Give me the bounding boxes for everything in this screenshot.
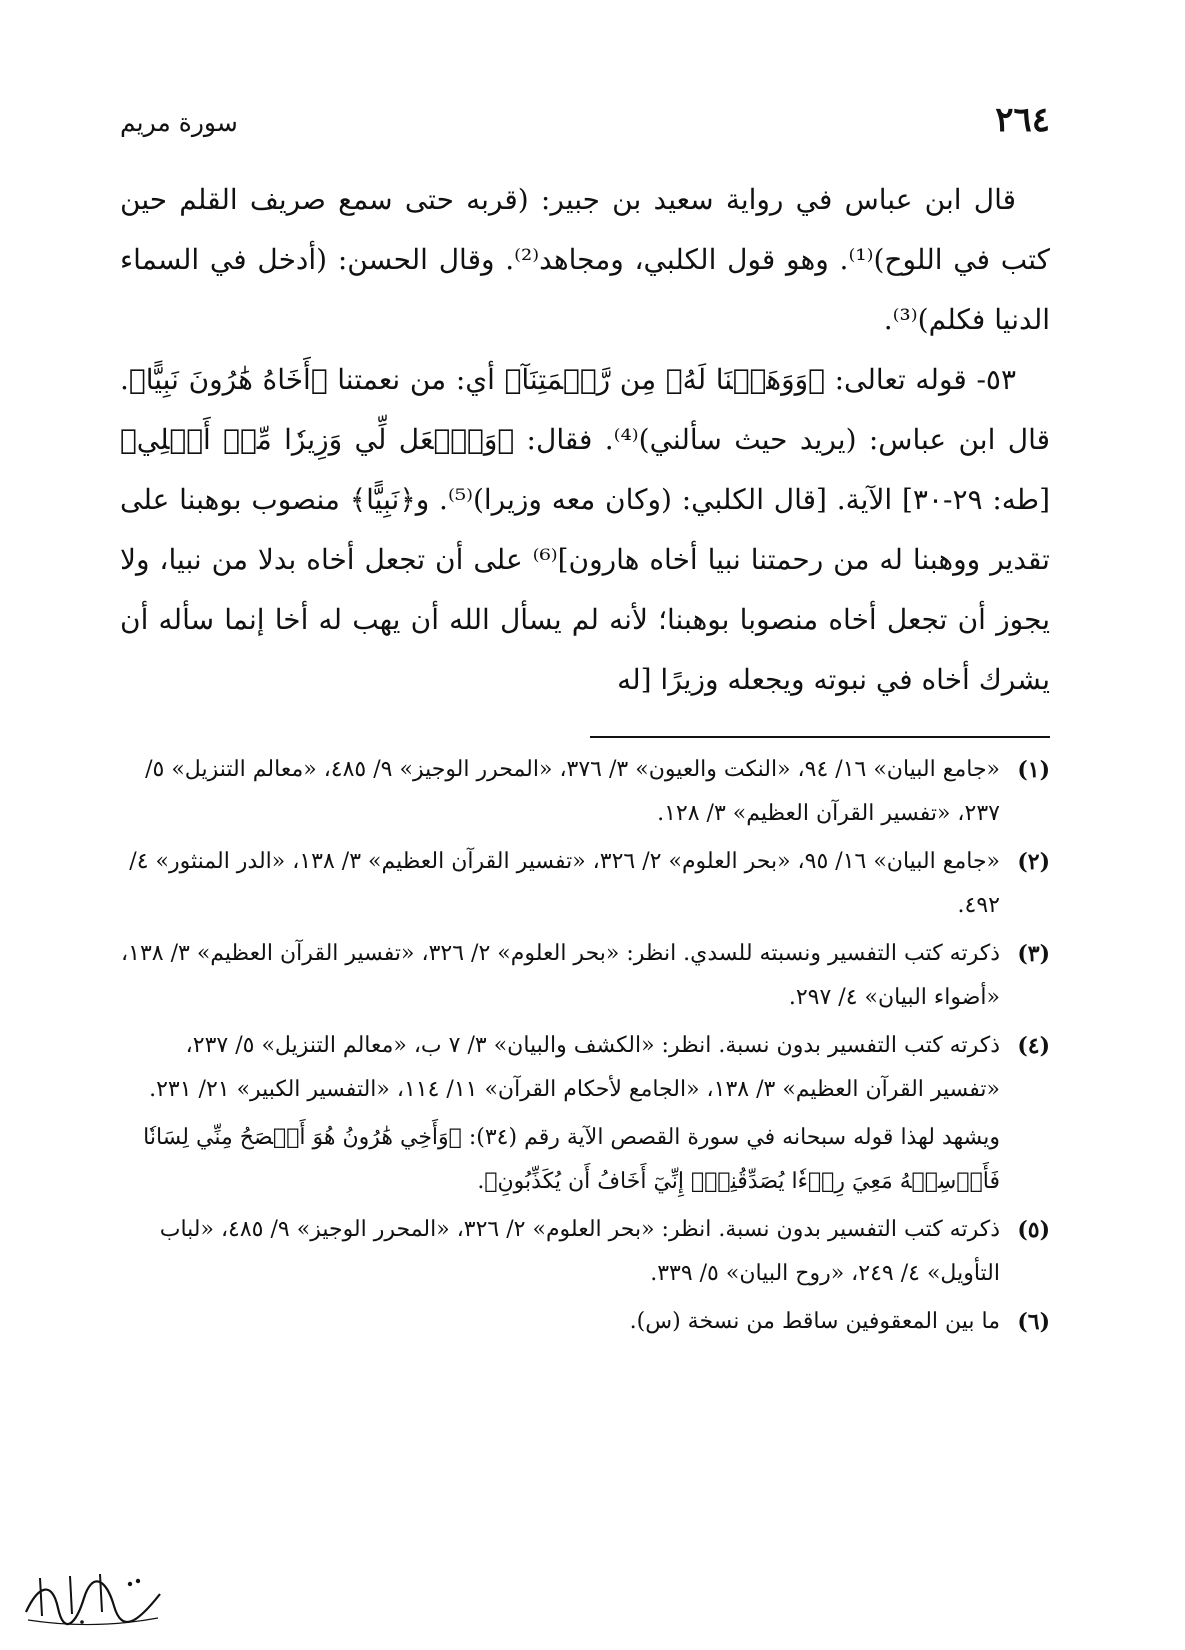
body-paragraph: ٥٣- قوله تعالى: ﴿وَوَهَبۡنَا لَهُۥ مِن رَّحۡمَتِنَآ﴾ أي: من نعمتنا ﴿أَخَاهُ هَٰرُونَ نَبِيًّا﴾. قال ابن عباس: (يريد حيث سألني)⁽⁴⁾. فقال: ﴿وَٱجۡعَل لِّي وَزِيرٗا مِّنۡ أَهۡلِي﴾ [طه: ٢٩-٣٠] الآية. [قال الكلبي: (وكان معه وزيرا)⁽⁵⁾. و﴿نَبِيًّا﴾ منصوب بوهبنا على تقدير ووهبنا له من رحمتنا نبيا أخاه هارون]⁽⁶⁾ على أن تجعل أخاه بدلا من نبيا، ولا يجوز أن تجعل أخاه منصوبا بوهبنا؛ لأنه لم يسأل الله أن يهب له أخا إنما سأله أن يشرك أخاه في نبوته ويجعله وزيرًا [له xyxy=(120,363,1050,696)
footnote-text: «جامع البيان» ١٦/ ٩٤، «النكت والعيون» ٣/ ٣٧٦، «المحرر الوجيز» ٩/ ٤٨٥، «معالم التنزيل» ٥/ ٢٣٧، «تفسير القرآن العظيم» ٣/ ١٢٨. xyxy=(145,757,1000,826)
body-paragraph: قال ابن عباس في رواية سعيد بن جبير: (قربه حتى سمع صريف القلم حين كتب في اللوح)⁽¹⁾. وهو قول الكلبي، ومجاهد⁽²⁾. وقال الحسن: (أدخل في السماء الدنيا فكلم)⁽³⁾. xyxy=(120,183,1051,336)
footnote-continuation: ويشهد لهذا قوله سبحانه في سورة القصص الآية رقم (٣٤): ﴿وَأَخِي هَٰرُونُ هُوَ أَفۡصَحُ مِنِّي لِسَانٗا فَأَرۡسِلۡهُ مَعِيَ رِدۡءٗا يُصَدِّقُنِيٓۖ إِنِّيٓ أَخَافُ أَن يُكَذِّبُونِ﴾. xyxy=(143,1125,1000,1194)
page-number: ٢٦٤ xyxy=(995,100,1050,140)
footnote-number: (٣) xyxy=(1017,941,1050,967)
footnote xyxy=(120,748,1050,836)
page-header xyxy=(120,100,1050,160)
footnotes xyxy=(120,748,1050,1344)
main-text xyxy=(120,170,1050,710)
footnote xyxy=(120,1300,1050,1344)
footnote-text: ذكرته كتب التفسير بدون نسبة. انظر: «بحر العلوم» ٢/ ٣٢٦، «المحرر الوجيز» ٩/ ٤٨٥، «لباب التأويل» ٤/ ٢٤٩، «روح البيان» ٥/ ٣٣٩. xyxy=(159,1217,1000,1286)
footnote-text: ذكرته كتب التفسير ونسبته للسدي. انظر: «بحر العلوم» ٢/ ٣٢٦، «تفسير القرآن العظيم» ٣/ ١٣٨، «أضواء البيان» ٤/ ٢٩٧. xyxy=(121,941,1000,1010)
calligraphy-logo xyxy=(18,1568,168,1630)
surah-name: سورة مريم xyxy=(120,108,238,137)
page xyxy=(120,100,1050,1348)
footnote xyxy=(120,1208,1050,1296)
footnote-text: ذكرته كتب التفسير بدون نسبة. انظر: «الكشف والبيان» ٣/ ٧ ب، «معالم التنزيل» ٥/ ٢٣٧، «تفسير القرآن العظيم» ٣/ ١٣٨، «الجامع لأحكام القرآن» ١١/ ١١٤، «التفسير الكبير» ٢١/ ٢٣١. xyxy=(149,1033,1000,1102)
footnote-number: (١) xyxy=(1017,757,1050,783)
footnote-number: (٥) xyxy=(1017,1217,1050,1243)
footnote-text: «جامع البيان» ١٦/ ٩٥، «بحر العلوم» ٢/ ٣٢٦، «تفسير القرآن العظيم» ٣/ ١٣٨، «الدر المنثور» ٤/ ٤٩٢. xyxy=(129,849,1000,918)
footnote-number: (٤) xyxy=(1017,1033,1050,1059)
footnote-number: (٦) xyxy=(1017,1309,1050,1335)
footnote-divider xyxy=(590,736,1050,738)
footnote xyxy=(120,840,1050,928)
footnote-number: (٢) xyxy=(1017,849,1050,875)
footnote xyxy=(120,932,1050,1020)
footnote xyxy=(120,1024,1050,1112)
footnote-text: ما بين المعقوفين ساقط من نسخة (س). xyxy=(629,1309,1000,1334)
